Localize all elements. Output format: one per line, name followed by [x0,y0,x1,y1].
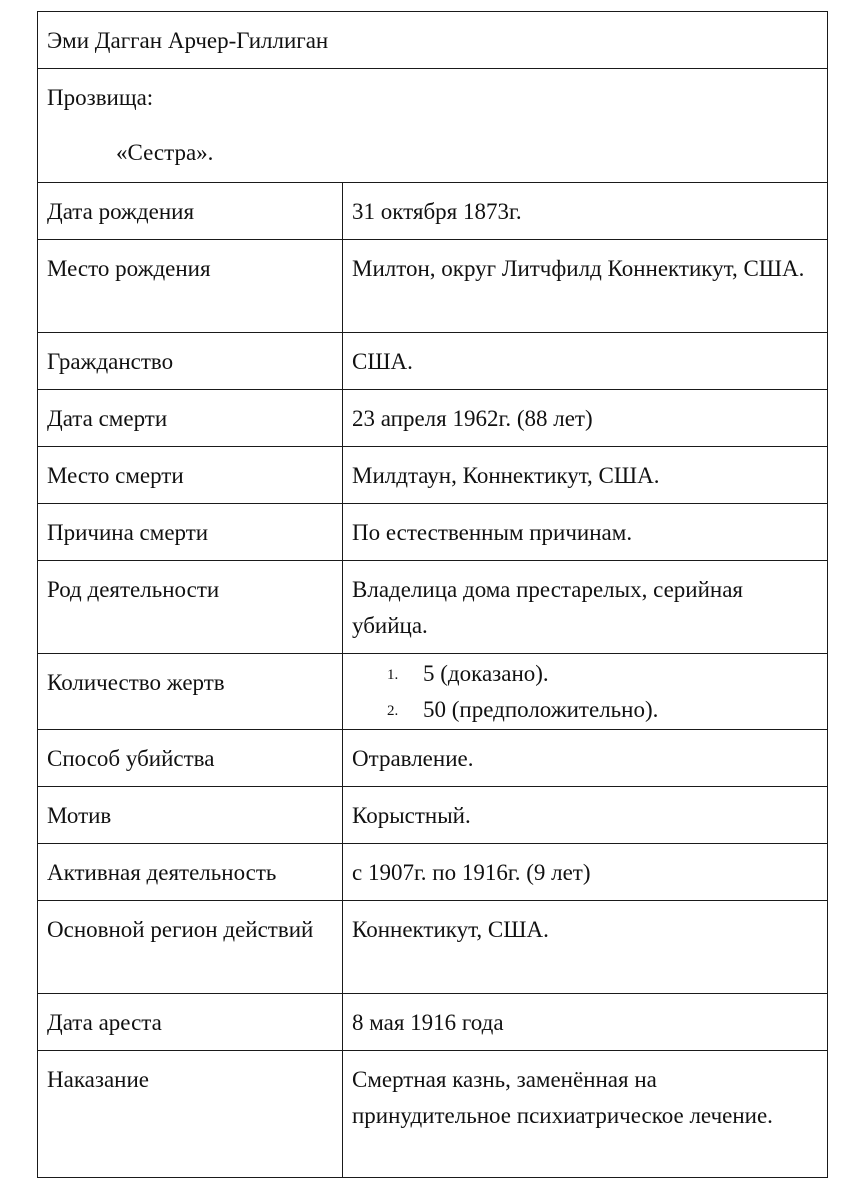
row-label: Дата смерти [38,390,343,447]
row-label: Дата ареста [38,994,343,1051]
row-value: 31 октября 1873г. [343,183,828,240]
row-label: Мотив [38,787,343,844]
row-label: Дата рождения [38,183,343,240]
row-death-place [38,447,828,504]
row-label: Род деятельности [38,561,343,654]
row-label: Причина смерти [38,504,343,561]
page-title: Эми Дагган Арчер-Гиллиган [47,28,329,53]
row-method [38,730,828,787]
nicknames-label: Прозвища: [47,85,154,110]
row-label: Место рождения [38,240,343,333]
row-death-cause [38,504,828,561]
row-value: Коннектикут, США. [343,901,828,994]
row-birth-date [38,183,828,240]
row-birth-place [38,240,828,333]
row-value: 8 мая 1916 года [343,994,828,1051]
list-number: 2. [387,703,399,719]
row-label: Наказание [38,1051,343,1178]
row-death-date [38,390,828,447]
row-value: с 1907г. по 1916г. (9 лет) [343,844,828,901]
row-active-period [38,844,828,901]
title-cell [38,12,828,69]
nicknames-row [38,69,828,183]
row-value: США. [343,333,828,390]
list-item [352,692,818,728]
row-value: Милтон, округ Литчфилд Коннектикут, США. [343,240,828,333]
row-value: Владелица дома престарелых, серийная убийца. [343,561,828,654]
row-label: Активная деятельность [38,844,343,901]
victims-list [352,656,818,728]
row-label: Место смерти [38,447,343,504]
row-value: Смертная казнь, заменённая на принудительное психиатрическое лечение. [343,1051,828,1178]
list-number: 1. [387,667,399,683]
profile-table [37,11,828,1178]
row-value: Отравление. [343,730,828,787]
nicknames-cell [38,69,828,183]
title-row [38,12,828,69]
row-punishment [38,1051,828,1178]
row-label: Основной регион действий [38,901,343,994]
nicknames-value: «Сестра». [116,140,214,165]
row-value: Корыстный. [343,787,828,844]
row-citizenship [38,333,828,390]
row-arrest-date [38,994,828,1051]
row-motive [38,787,828,844]
row-region [38,901,828,994]
row-label: Гражданство [38,333,343,390]
row-value: 23 апреля 1962г. (88 лет) [343,390,828,447]
row-label: Способ убийства [38,730,343,787]
list-item [352,656,818,692]
list-text: 50 (предположительно). [423,697,659,722]
row-victims [38,654,828,730]
row-value: Милдтаун, Коннектикут, США. [343,447,828,504]
row-occupation [38,561,828,654]
row-label: Количество жертв [38,654,343,730]
row-value [343,654,828,730]
row-value: По естественным причинам. [343,504,828,561]
list-text: 5 (доказано). [423,661,549,686]
